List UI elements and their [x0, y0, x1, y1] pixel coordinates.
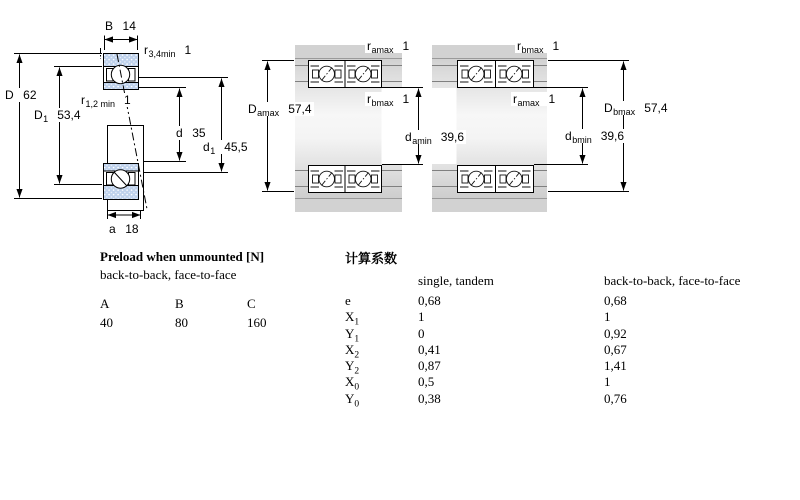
- dim-label-r12min: $r_{1,2 min}$ 1: [81, 93, 131, 110]
- dim-label-Dbmax: $D_{bmax}$ 57,4: [604, 101, 668, 118]
- factor-row: [345, 341, 785, 361]
- factor-row: [345, 390, 785, 410]
- dim-label-rbmax: $r_{bmax}$ 1: [367, 92, 410, 109]
- dim-label-d1: $d_1$ 45,5: [203, 140, 248, 157]
- dim-label-damin: $d_{amin}$ 39,6: [405, 130, 465, 147]
- preload-table: [100, 249, 340, 331]
- factor-value: 0,87: [418, 358, 441, 374]
- factors-rows: [345, 293, 785, 410]
- factor-symbol: $X_2$: [345, 341, 360, 361]
- dimension-drawings: [0, 0, 800, 245]
- back-to-back-arrangement-figure: [262, 45, 423, 212]
- factors-title: 计算系数: [345, 251, 398, 266]
- factor-value: 1: [604, 309, 611, 325]
- factor-value: 0: [418, 325, 425, 341]
- bearing-cross-section-figure: [101, 48, 148, 211]
- preload-col-header: C: [247, 296, 256, 311]
- preload-col-header: A: [100, 296, 110, 311]
- factor-symbol: $Y_2$: [345, 358, 360, 377]
- factor-value: 0,68: [604, 293, 627, 308]
- factor-value: 1: [418, 309, 425, 325]
- dim-label-B: B 14: [105, 19, 136, 33]
- dim-label-a: a 18: [109, 222, 139, 236]
- factor-symbol: $X_0$: [345, 374, 360, 394]
- factor-row: [345, 325, 785, 345]
- factor-row: [345, 358, 785, 377]
- dim-label-Damax: $D_{amax}$ 57,4: [248, 102, 312, 119]
- factors-empty-cell: [345, 273, 418, 289]
- dim-label-rbmax-2: $r_{bmax}$ 1: [517, 39, 560, 56]
- dim-label-ramax: $r_{amax}$ 1: [367, 39, 410, 56]
- factor-symbol: e: [345, 293, 351, 308]
- factor-symbol: $Y_0$: [345, 390, 360, 410]
- factor-value: 0,38: [418, 390, 441, 406]
- calculation-factors-table: [345, 248, 785, 410]
- dim-label-ramax-2: $r_{amax}$ 1: [513, 92, 556, 109]
- factor-value: 0,68: [418, 293, 441, 308]
- dim-label-dbmin: $d_{bmin}$ 39,6: [565, 129, 625, 146]
- factor-value: 0,76: [604, 390, 627, 406]
- factor-row: [345, 309, 785, 328]
- preload-value: 80: [175, 315, 188, 330]
- preload-value: 160: [247, 315, 267, 330]
- factor-row: [345, 374, 785, 394]
- dim-label-d: d 35: [176, 126, 206, 140]
- preload-value: 40: [100, 315, 113, 330]
- factor-value: 1: [604, 374, 611, 390]
- factor-value: 0,41: [418, 341, 441, 357]
- factor-value: 0,92: [604, 325, 627, 341]
- preload-subtitle: back-to-back, face-to-face: [100, 267, 237, 282]
- preload-title: Preload when unmounted [N]: [100, 249, 265, 264]
- dim-label-D: D 62: [5, 88, 37, 102]
- factor-symbol: $X_1$: [345, 309, 360, 328]
- factors-col2-header: back-to-back, face-to-face: [604, 273, 741, 288]
- factor-value: 1,41: [604, 358, 627, 374]
- factor-value: 0,67: [604, 341, 627, 357]
- factors-col1-header: single, tandem: [418, 273, 494, 288]
- dim-label-r34min: $r_{3,4min}$ 1: [144, 43, 192, 60]
- dim-label-D1: $D_1$ 53,4: [34, 108, 81, 125]
- preload-col-header: B: [175, 296, 184, 311]
- factor-row: [345, 293, 785, 309]
- factor-symbol: $Y_1$: [345, 325, 360, 345]
- factor-value: 0,5: [418, 374, 435, 390]
